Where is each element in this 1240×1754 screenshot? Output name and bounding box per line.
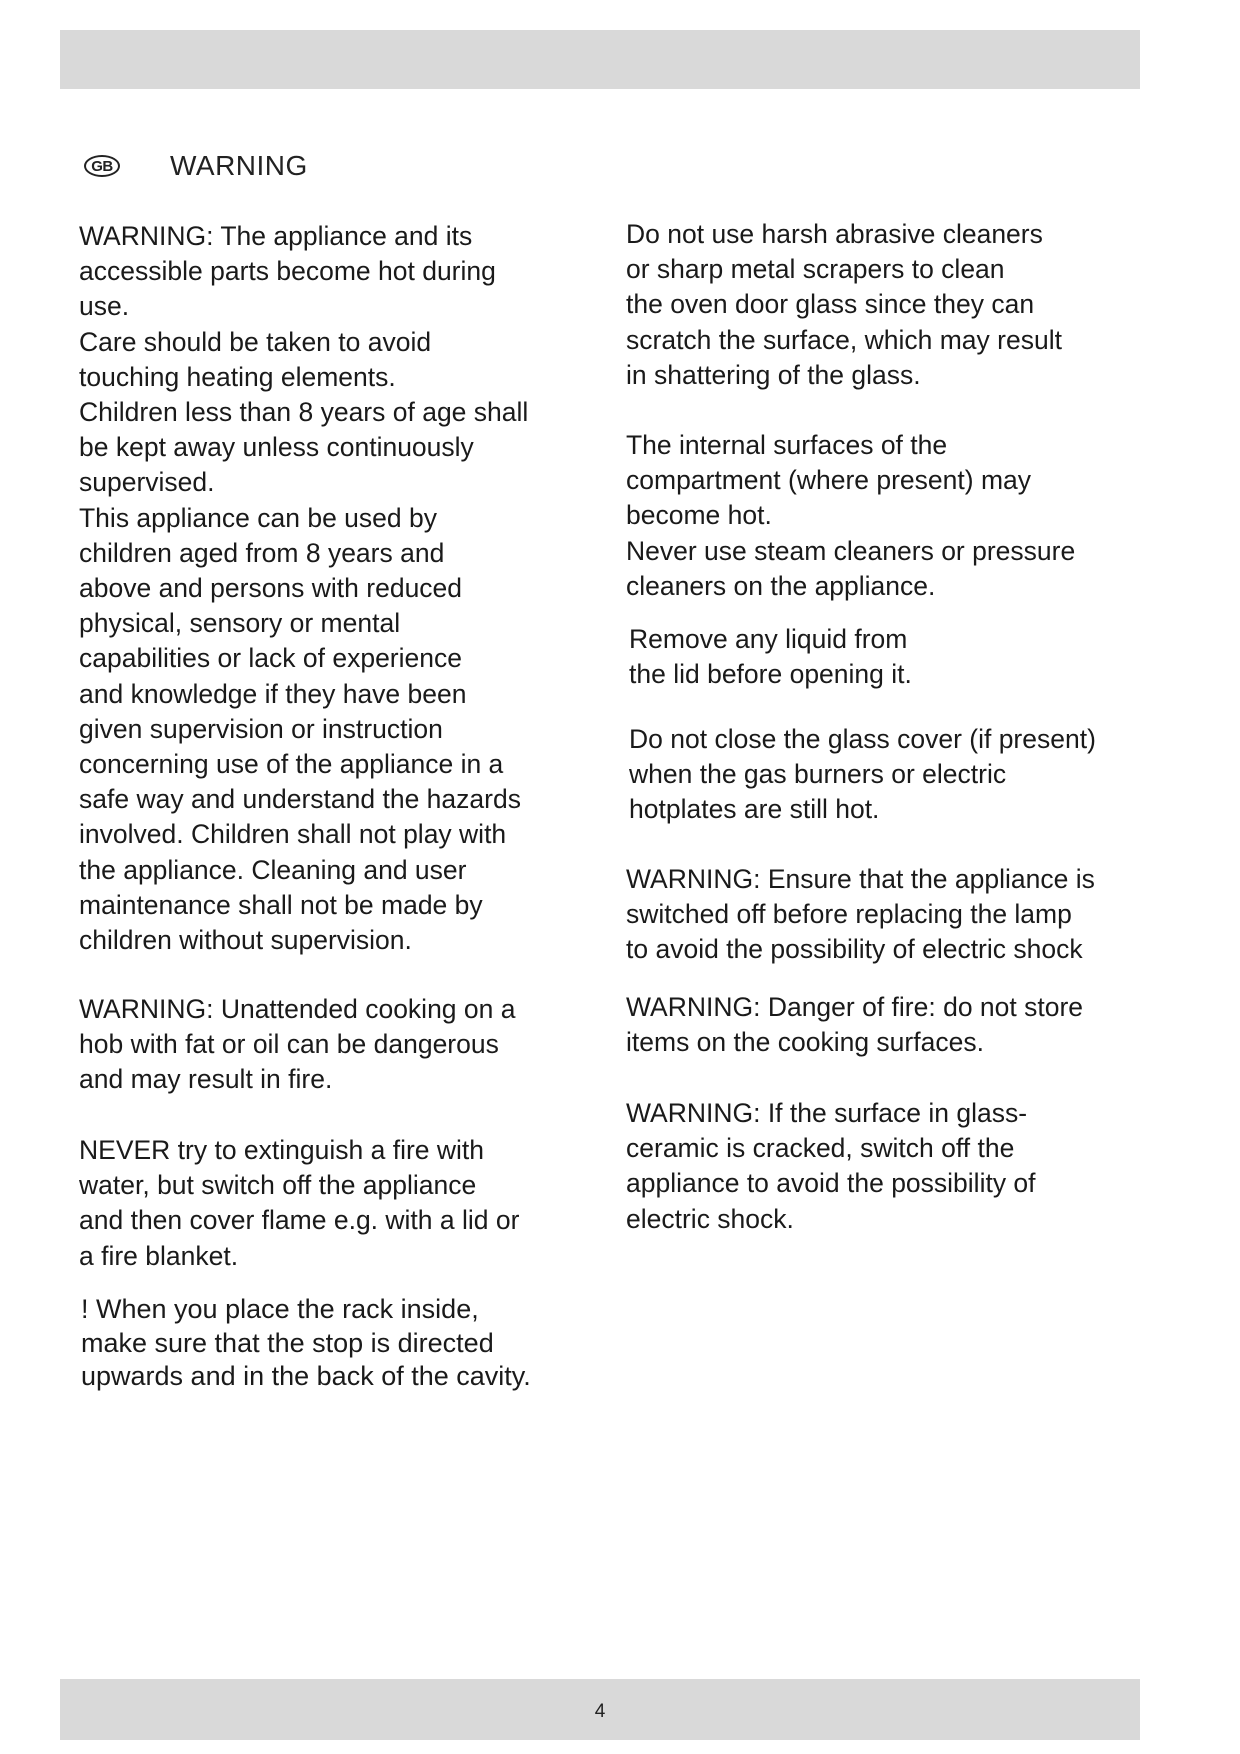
internal-surfaces-warning: The internal surfaces of the compartment (where present) may become hot. Never use steam cleaners or pressure cleaners on the appliance. [626,430,1076,601]
section-header [84,146,308,186]
section-title: WARNING [170,150,308,181]
cracked-glass-warning: WARNING: If the surface in glass- ceramic is cracked, switch off the appliance to avoid the possibility of electric shock. [626,1098,1036,1234]
lid-liquid-note: Remove any liquid from the lid before opening it. [629,624,912,690]
fire-danger-warning: WARNING: Danger of fire: do not store items on the cooking surfaces. [626,992,1084,1058]
abrasive-cleaners-warning: Do not use harsh abrasive cleaners or sharp metal scrapers to clean the oven door glass since they can scratch the surface, which may result in shattering of the glass. [626,219,1062,390]
footer-band [60,1679,1140,1740]
fire-extinguish-warning: NEVER try to extinguish a fire with water, but switch off the appliance and then cover flame e.g. with a lid or a fire blanket. [79,1135,520,1271]
lamp-replacement-warning: WARNING: Ensure that the appliance is switched off before replacing the lamp to avoid the possibility of electric shock [626,864,1095,965]
unattended-cooking-warning: WARNING: Unattended cooking on a hob with fat or oil can be dangerous and may result in fire. [79,994,516,1095]
rack-placement-note: ! When you place the rack inside, make sure that the stop is directed upwards and in the back of the cavity. [81,1294,531,1391]
header-band [60,30,1140,89]
gb-language-badge: GB [84,155,120,177]
page-number: 4 [594,1701,606,1722]
glass-cover-warning: Do not close the glass cover (if present) when the gas burners or electric hotplates are still hot. [629,724,1096,825]
hot-parts-warning: WARNING: The appliance and its accessible parts become hot during use. Care should be taken to avoid touching heating elements. Children less than 8 years of age shall be kept away unless continuously supervised. This appliance can be used by children aged from 8 years and above and persons with reduced physical, sensory or mental capabilities or lack of experience and knowledge if they have been given supervision or instruction concerning use of the appliance in a safe way and understand the hazards involved. Children shall not play with the appliance. Cleaning and user maintenance shall not be made by children without supervision. [79,221,529,956]
